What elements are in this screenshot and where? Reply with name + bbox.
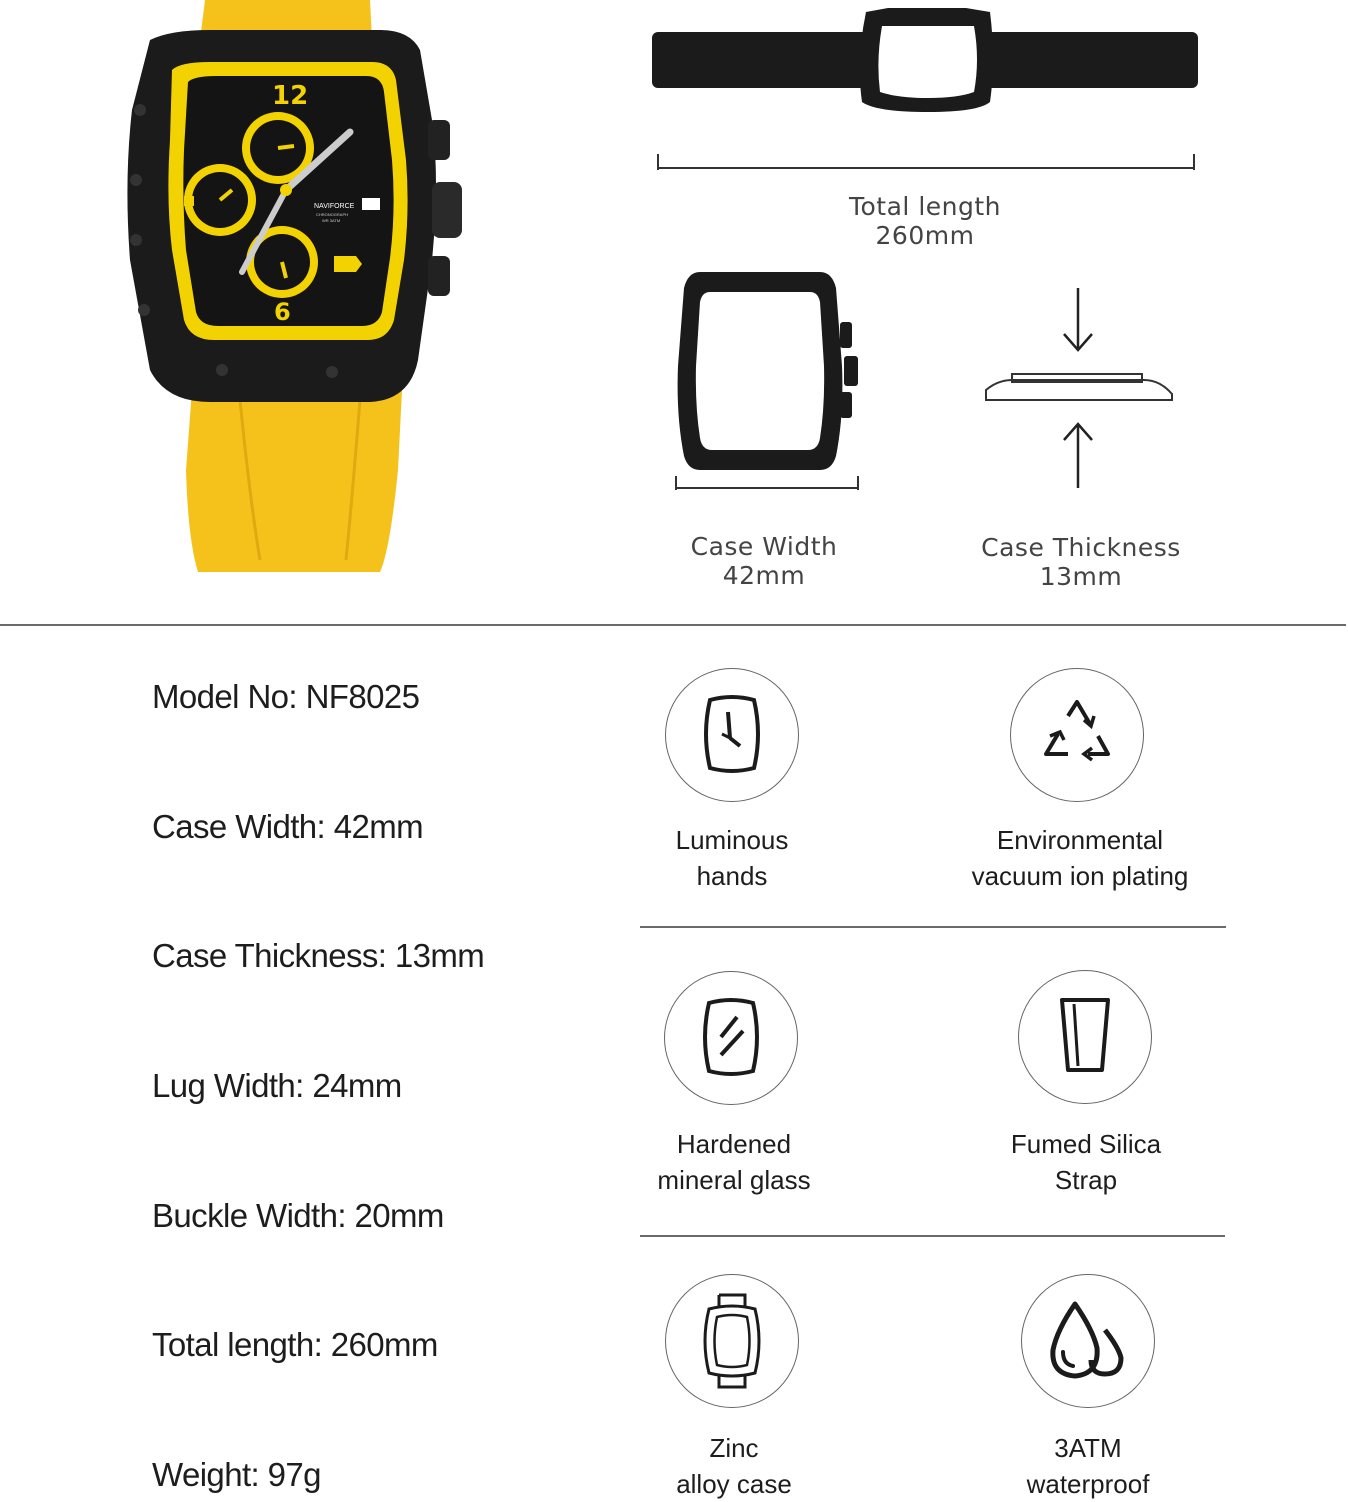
luminous-hands-icon [665,668,799,802]
feature-row-divider-1 [640,926,1226,928]
mineral-glass-icon [664,971,798,1105]
spec-total-length: Total length: 260mm [152,1326,438,1363]
section-divider [0,624,1346,626]
water-drops-icon [1021,1274,1155,1408]
watch-case-icon [665,1274,799,1408]
dial-line2: CHRONOGRAPH [316,212,349,217]
feature-mineral-glass: Hardened mineral glass [657,1129,811,1195]
recycle-icon [1010,668,1144,802]
feature-luminous-hands: Luminous hands [675,825,789,891]
strap-diagram-icon [648,0,1204,180]
dial-line3: WR 3ATM [322,218,341,223]
feature-3atm-waterproof: 3ATM waterproof [1026,1433,1150,1499]
feature-row-divider-2 [640,1235,1225,1237]
feature-fumed-silica-strap: Fumed Silica Strap [1010,1129,1162,1195]
dial-6: 6 [274,298,291,326]
spec-model-no: Model No: NF8025 [152,678,420,715]
feature-zinc-alloy-case: Zinc alloy case [676,1433,792,1499]
case-thickness-diagram-icon [978,284,1178,494]
spec-case-thickness: Case Thickness: 13mm [152,937,485,974]
case-thickness-label: Case Thickness 13mm [981,533,1181,591]
watch-product-image [110,0,470,580]
case-width-diagram-icon [670,266,870,496]
total-length-label: Total length 260mm [848,192,1002,250]
feature-vacuum-ion-plating: Environmental vacuum ion plating [971,825,1189,891]
spec-buckle-width: Buckle Width: 20mm [152,1197,444,1234]
dial-12: 12 [272,81,309,111]
dial-brand: NAVIFORCE [314,203,355,210]
spec-lug-width: Lug Width: 24mm [152,1067,402,1104]
case-width-label: Case Width 42mm [690,532,838,590]
strap-icon [1018,970,1152,1104]
spec-case-width: Case Width: 42mm [152,808,423,845]
spec-weight: Weight: 97g [152,1456,321,1493]
